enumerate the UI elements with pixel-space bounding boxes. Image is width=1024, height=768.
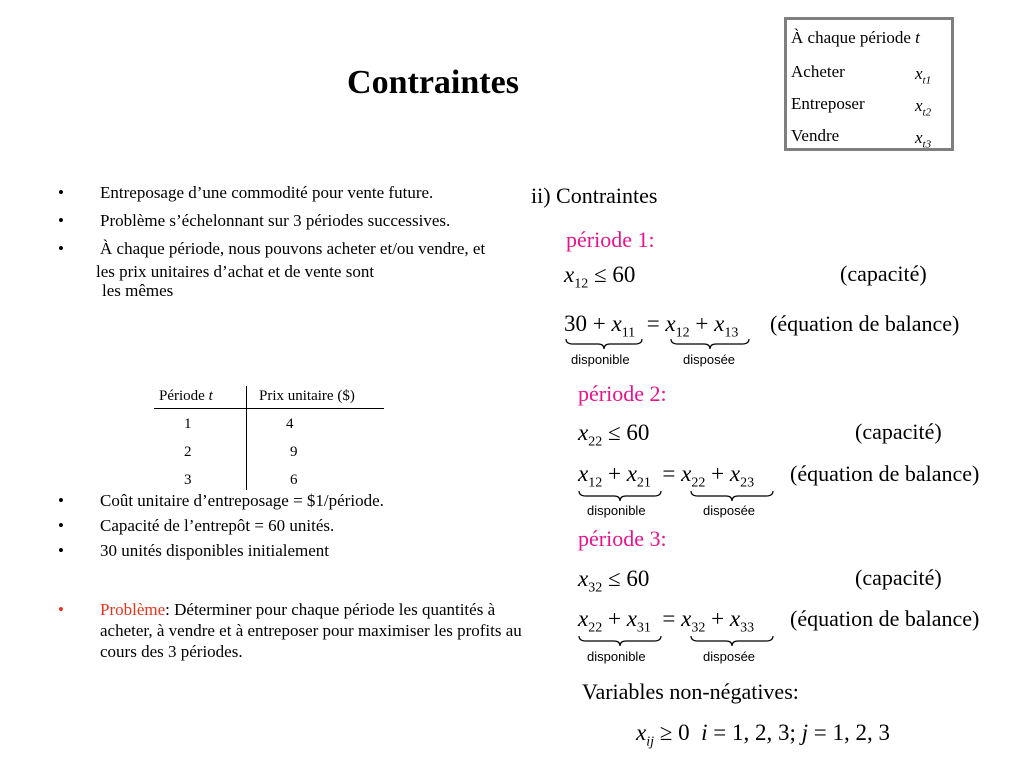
table-header-price: Prix unitaire ($) <box>259 388 355 404</box>
list-item: • Capacité de l’entrepôt = 60 unités. <box>58 516 335 535</box>
underbrace-disposed <box>690 490 774 502</box>
legend-var-sell: $x_{t3}$ <box>915 128 932 151</box>
balance-label: (équation de balance) <box>770 311 960 336</box>
period-1-balance-constraint: $30 + x_{11} = x_{12} + x_{13}$ <box>564 311 739 341</box>
list-item-continuation: les prix unitaires d’achat et de vente sont les mêmes <box>96 262 375 300</box>
table-divider-horizontal <box>154 408 384 409</box>
list-item: • Problème s’échelonnant sur 3 périodes successives. <box>58 211 451 230</box>
period-3-balance-constraint: $x_{22} + x_{31} = x_{32} + x_{33}$ <box>578 606 755 636</box>
underbrace-available <box>578 490 662 502</box>
table-cell-period: 3 <box>184 472 192 488</box>
table-cell-price: 9 <box>290 444 298 460</box>
period-2-label: période 2: <box>578 381 667 406</box>
period-3-label: période 3: <box>578 526 667 551</box>
cost-facts <box>58 490 518 565</box>
nonnegativity-constraint: $x_{ij} \ge 0$ i = 1, 2, 3; j = 1, 2, 3 <box>636 720 891 750</box>
available-label: disponible <box>571 352 630 367</box>
page-title: Contraintes <box>347 64 519 101</box>
underbrace-disposed <box>690 635 774 647</box>
legend-row-store: Entreposer <box>791 94 865 113</box>
capacity-label: (capacité) <box>840 261 927 286</box>
problem-statement: • Problème: Déterminer pour chaque période les quantités à acheter, à vendre et à entreposer pour maximiser les profits au cours des 3 périodes. <box>58 600 522 661</box>
problem-label: Problème <box>100 600 166 619</box>
list-item: • 30 unités disponibles initialement <box>58 541 330 560</box>
list-item: • Coût unitaire d’entreposage = $1/période. <box>58 491 384 510</box>
constraints-heading: ii) Contraintes <box>531 183 658 208</box>
underbrace-available <box>578 635 662 647</box>
table-cell-period: 1 <box>184 416 192 432</box>
balance-label: (équation de balance) <box>790 606 980 631</box>
period-1-capacity-constraint: $x_{12} \le 60$ <box>564 262 636 292</box>
legend-row-sell: Vendre <box>791 126 840 145</box>
underbrace-disposed <box>670 338 750 350</box>
balance-label: (équation de balance) <box>790 461 980 486</box>
period-3-capacity-constraint: $x_{32} \le 60$ <box>578 566 650 596</box>
table-divider-vertical <box>246 386 247 490</box>
capacity-label: (capacité) <box>855 419 942 444</box>
variable-legend-box <box>784 17 954 151</box>
underbrace-available <box>565 338 643 350</box>
capacity-label: (capacité) <box>855 565 942 590</box>
disposed-label: disposée <box>683 352 736 367</box>
legend-var-store: $x_{t2}$ <box>915 96 932 119</box>
available-label: disponible <box>587 649 646 664</box>
table-cell-period: 2 <box>184 444 192 460</box>
nonnegativity-heading: Variables non-négatives: <box>582 679 799 704</box>
legend-var-buy: $x_{t1}$ <box>915 64 932 87</box>
list-item: • Entreposage d’une commodité pour vente future. <box>58 183 434 202</box>
list-item: • À chaque période, nous pouvons acheter et/ou vendre, et <box>58 239 486 258</box>
disposed-label: disposée <box>703 649 756 664</box>
table-header-period: Période t <box>159 388 213 404</box>
legend-row-buy: Acheter <box>791 62 845 81</box>
period-2-balance-constraint: $x_{12} + x_{21} = x_{22} + x_{23}$ <box>578 461 755 491</box>
price-table <box>140 386 384 490</box>
disposed-label: disposée <box>703 503 756 518</box>
table-cell-price: 4 <box>286 416 294 432</box>
available-label: disponible <box>587 503 646 518</box>
problem-description <box>58 183 498 309</box>
period-2-capacity-constraint: $x_{22} \le 60$ <box>578 420 650 450</box>
period-1-label: période 1: <box>566 227 655 252</box>
legend-header: À chaque période t <box>791 28 920 47</box>
table-cell-price: 6 <box>290 472 298 488</box>
